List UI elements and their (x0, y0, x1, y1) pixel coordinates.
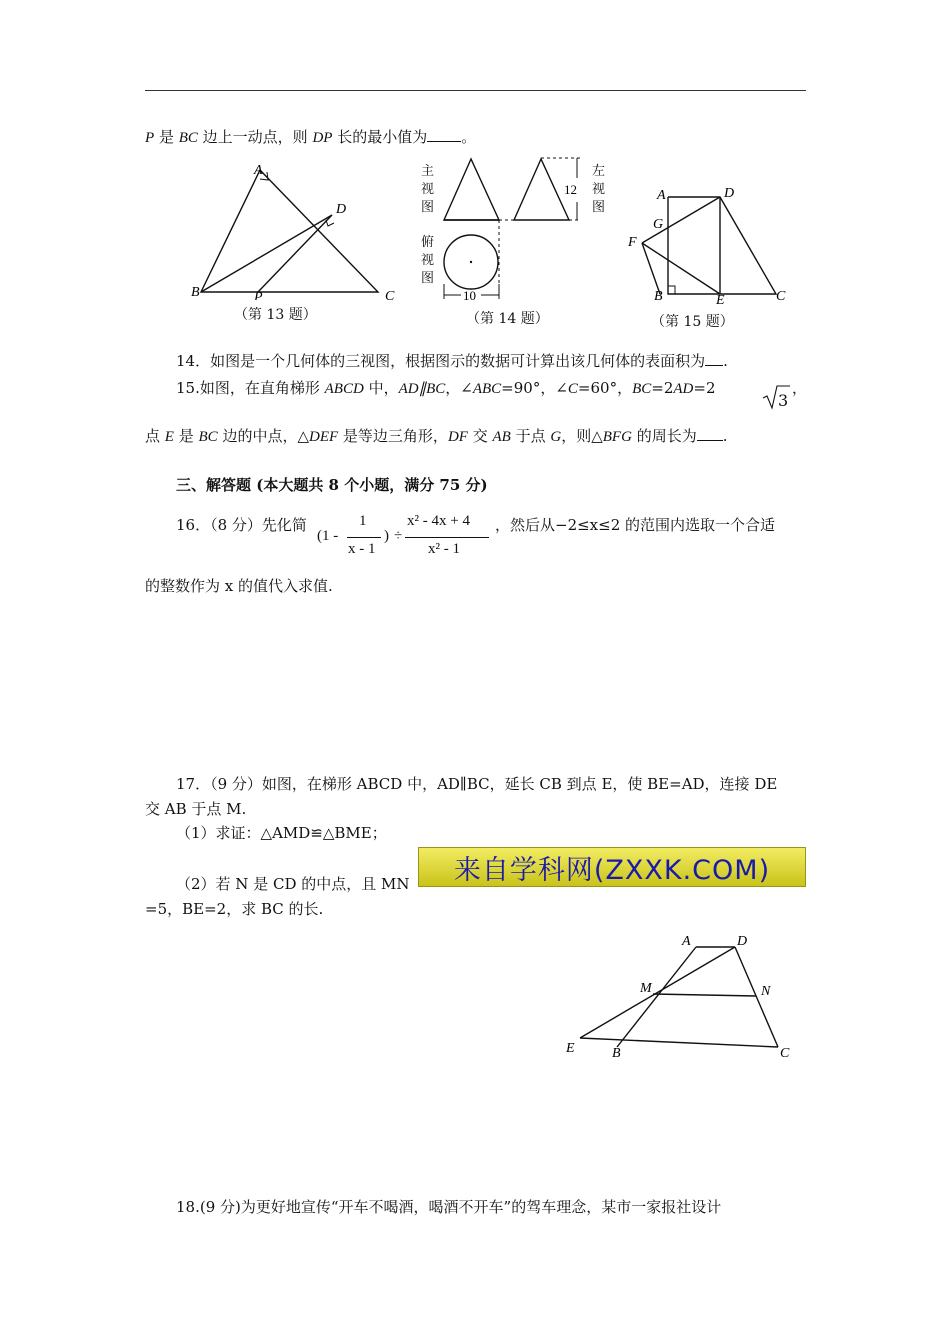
q16-divide-sign: ÷ (394, 528, 403, 544)
figure-15 (620, 180, 800, 310)
fig15-label-A: A (657, 188, 666, 203)
q16-line2: 的整数作为 x 的值代入求值. (145, 577, 333, 595)
q16-suffix: ，然后从−2≤x≤2 的范围内选取一个合适 (495, 516, 776, 534)
fig13-label-P: P (254, 290, 263, 300)
fig14-caption: （第 14 题） (466, 311, 549, 327)
fig13-label-C: C (385, 289, 395, 300)
answer-blank (427, 127, 461, 142)
q15-line2: 点 E 是 BC 边的中点，△DEF 是等边三角形，DF 交 AB 于点 G，则△BFG 的周长为 . (145, 427, 728, 445)
fraction-bar (405, 537, 489, 538)
fig14-left-view-label: 左视图 (592, 164, 606, 215)
fig17-label-M: M (640, 981, 652, 996)
q16-fraction1-numerator: 1 (359, 513, 367, 529)
fig13-label-A: A (254, 163, 263, 178)
q14-text: 14．如图是一个几何体的三视图，根据图示的数据可计算出该几何体的表面积为 . (176, 352, 728, 370)
q15-comma: ， (792, 379, 808, 397)
section-heading: 三、解答题 (本大题共 8 个小题，满分 75 分) (176, 476, 488, 494)
fig14-dim-height: 12 (564, 182, 577, 197)
q16-fraction1-close: ) (384, 528, 389, 544)
q17-line4: =5，BE=2，求 BC 的长. (145, 900, 324, 918)
fig15-label-C: C (776, 289, 786, 304)
fig15-label-B: B (654, 289, 663, 304)
fig13-label-D: D (336, 202, 347, 217)
q17-line1: 17．（9 分）如图，在梯形 ABCD 中，AD∥BC，延长 CB 到点 E，使 BE=AD，连接 DE (176, 775, 778, 793)
fig17-label-E: E (566, 1041, 575, 1056)
figure-14 (415, 152, 615, 307)
q13-tail-line: P 是 BC 边上一动点，则 DP 长的最小值为 。 (145, 128, 477, 146)
fig17-label-N: N (761, 984, 771, 999)
q15-line1: 15.如图，在直角梯形 ABCD 中，AD∥BC，∠ABC=90°，∠C=60°，BC=2AD=2 (176, 379, 716, 397)
figure-13 (188, 160, 398, 300)
fig15-label-E: E (716, 293, 725, 308)
figure-17 (560, 930, 800, 1065)
answer-blank (705, 351, 723, 366)
fig13-caption: （第 13 题） (234, 307, 317, 323)
q16-fraction1-denominator: x - 1 (348, 541, 376, 557)
fig17-label-D: D (737, 934, 748, 949)
q17-part1: （1）求证：△AMD≌△BME； (176, 824, 387, 842)
answer-blank (697, 426, 723, 441)
watermark-banner: 来自学科网(ZXXK.COM) (418, 847, 806, 887)
q17-part2: （2）若 N 是 CD 的中点，且 MN (176, 875, 410, 893)
fig14-top-view-label: 俯视图 (421, 235, 435, 286)
fraction-bar (347, 537, 381, 538)
q16-prefix: 16．（8 分）先化简 (176, 516, 307, 534)
fig14-front-view-label: 主视图 (421, 164, 435, 215)
header-rule (145, 90, 806, 91)
q16-fraction2-denominator: x² - 1 (428, 541, 460, 557)
fig17-label-C: C (780, 1046, 790, 1061)
q16-fraction1-open: (1 - (317, 528, 339, 544)
q18-line1: 18.(9 分)为更好地宣传“开车不喝酒，喝酒不开车”的驾车理念，某市一家报社设计 (176, 1198, 722, 1216)
q16-fraction2-numerator: x² - 4x + 4 (407, 513, 470, 529)
q17-line2: 交 AB 于点 M. (145, 800, 247, 818)
fig17-label-A: A (682, 934, 691, 949)
sqrt-radicand: 3 (778, 391, 789, 410)
fig15-label-D: D (724, 186, 735, 201)
fig15-label-G: G (653, 217, 664, 232)
fig13-label-B: B (191, 285, 200, 300)
fig14-dim-width: 10 (463, 288, 476, 303)
fig15-caption: （第 15 题） (651, 314, 734, 330)
fig15-label-F: F (628, 235, 637, 250)
fig17-label-B: B (612, 1046, 621, 1061)
